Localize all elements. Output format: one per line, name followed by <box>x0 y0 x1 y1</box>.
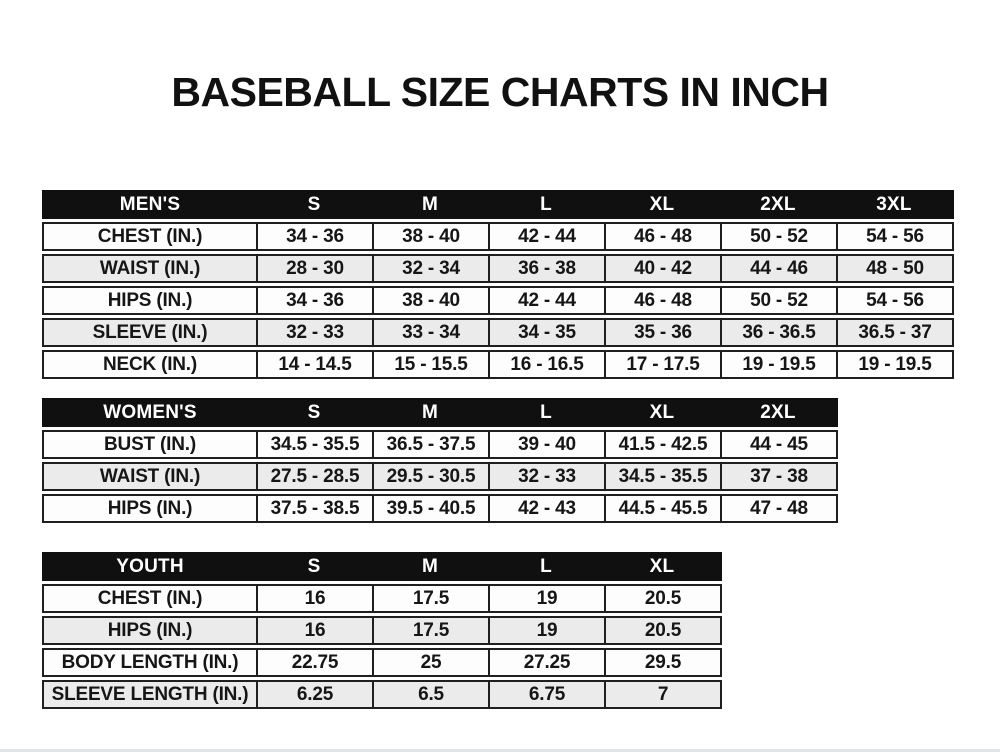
mens-size-table <box>42 190 954 379</box>
size-column-header: M <box>421 555 439 577</box>
size-value-cell: 34.5 - 35.5 <box>256 432 372 457</box>
size-value-cell: 25 <box>372 650 488 675</box>
row-label: HIPS (IN.) <box>107 289 193 311</box>
size-value-cell: 6.25 <box>256 682 372 707</box>
size-value-cell: 38 - 40 <box>372 288 488 313</box>
size-value-cell: 14 - 14.5 <box>256 352 372 377</box>
size-value-cell: 41.5 - 42.5 <box>604 432 720 457</box>
size-value-cell: 15 - 15.5 <box>372 352 488 377</box>
youth-row-body-length-in <box>42 648 722 677</box>
womens-row-waist-in <box>42 462 838 491</box>
size-column-header: 2XL <box>760 193 796 215</box>
size-value-cell: 34 - 36 <box>256 224 372 249</box>
size-value-cell: 39.5 - 40.5 <box>372 496 488 521</box>
row-label: CHEST (IN.) <box>97 587 203 609</box>
size-value-cell: 22.75 <box>256 650 372 675</box>
size-value-cell: 37.5 - 38.5 <box>256 496 372 521</box>
size-column-header: 3XL <box>876 193 912 215</box>
size-value-cell: 36.5 - 37.5 <box>372 432 488 457</box>
womens-size-table <box>42 398 838 523</box>
size-column-header: S <box>307 193 321 215</box>
size-column-header: XL <box>649 555 675 577</box>
womens-row-bust-in <box>42 430 838 459</box>
size-value-cell: 17.5 <box>372 586 488 611</box>
youth-section-label: YOUTH <box>116 555 184 577</box>
size-column-header: S <box>307 555 321 577</box>
size-column-header: L <box>540 555 552 577</box>
row-label: BUST (IN.) <box>104 433 196 455</box>
size-value-cell: 32 - 34 <box>372 256 488 281</box>
size-value-cell: 50 - 52 <box>720 288 836 313</box>
size-value-cell: 36 - 38 <box>488 256 604 281</box>
youth-row-sleeve-length-in <box>42 680 722 709</box>
row-label: WAIST (IN.) <box>99 465 201 487</box>
size-value-cell: 54 - 56 <box>836 288 952 313</box>
size-value-cell: 50 - 52 <box>720 224 836 249</box>
size-value-cell: 33 - 34 <box>372 320 488 345</box>
size-value-cell: 27.5 - 28.5 <box>256 464 372 489</box>
size-value-cell: 6.5 <box>372 682 488 707</box>
mens-section-label: MEN'S <box>119 193 181 215</box>
row-label: HIPS (IN.) <box>107 497 193 519</box>
size-value-cell: 44.5 - 45.5 <box>604 496 720 521</box>
size-value-cell: 6.75 <box>488 682 604 707</box>
mens-row-hips-in <box>42 286 954 315</box>
size-value-cell: 46 - 48 <box>604 288 720 313</box>
youth-row-hips-in <box>42 616 722 645</box>
mens-row-sleeve-in <box>42 318 954 347</box>
mens-row-waist-in <box>42 254 954 283</box>
size-value-cell: 40 - 42 <box>604 256 720 281</box>
size-value-cell: 19 - 19.5 <box>836 352 952 377</box>
size-value-cell: 32 - 33 <box>256 320 372 345</box>
size-value-cell: 16 <box>256 586 372 611</box>
size-value-cell: 19 - 19.5 <box>720 352 836 377</box>
size-column-header: M <box>421 401 439 423</box>
size-value-cell: 34 - 36 <box>256 288 372 313</box>
size-value-cell: 39 - 40 <box>488 432 604 457</box>
youth-size-table <box>42 552 722 709</box>
size-value-cell: 54 - 56 <box>836 224 952 249</box>
size-value-cell: 36.5 - 37 <box>836 320 952 345</box>
size-column-header: L <box>540 193 552 215</box>
size-value-cell: 46 - 48 <box>604 224 720 249</box>
size-value-cell: 16 - 16.5 <box>488 352 604 377</box>
size-value-cell: 42 - 44 <box>488 288 604 313</box>
row-label: SLEEVE LENGTH (IN.) <box>51 683 249 705</box>
size-value-cell: 16 <box>256 618 372 643</box>
size-value-cell: 20.5 <box>604 618 720 643</box>
size-value-cell: 19 <box>488 586 604 611</box>
size-value-cell: 32 - 33 <box>488 464 604 489</box>
size-value-cell: 42 - 43 <box>488 496 604 521</box>
row-label: WAIST (IN.) <box>99 257 201 279</box>
size-column-header: XL <box>649 193 675 215</box>
size-value-cell: 7 <box>604 682 720 707</box>
size-value-cell: 29.5 - 30.5 <box>372 464 488 489</box>
size-value-cell: 42 - 44 <box>488 224 604 249</box>
size-value-cell: 47 - 48 <box>720 496 836 521</box>
mens-row-chest-in <box>42 222 954 251</box>
row-label: HIPS (IN.) <box>107 619 193 641</box>
size-value-cell: 17 - 17.5 <box>604 352 720 377</box>
size-column-header: S <box>307 401 321 423</box>
womens-row-hips-in <box>42 494 838 523</box>
size-value-cell: 37 - 38 <box>720 464 836 489</box>
size-value-cell: 28 - 30 <box>256 256 372 281</box>
size-column-header: 2XL <box>760 401 796 423</box>
size-column-header: XL <box>649 401 675 423</box>
size-value-cell: 38 - 40 <box>372 224 488 249</box>
youth-row-chest-in <box>42 584 722 613</box>
mens-header-row <box>42 190 954 219</box>
size-value-cell: 44 - 45 <box>720 432 836 457</box>
size-value-cell: 48 - 50 <box>836 256 952 281</box>
size-value-cell: 35 - 36 <box>604 320 720 345</box>
mens-row-neck-in <box>42 350 954 379</box>
size-value-cell: 17.5 <box>372 618 488 643</box>
size-column-header: L <box>540 401 552 423</box>
row-label: BODY LENGTH (IN.) <box>61 651 239 673</box>
size-value-cell: 19 <box>488 618 604 643</box>
size-value-cell: 34.5 - 35.5 <box>604 464 720 489</box>
size-column-header: M <box>421 193 439 215</box>
size-value-cell: 29.5 <box>604 650 720 675</box>
size-value-cell: 20.5 <box>604 586 720 611</box>
row-label: SLEEVE (IN.) <box>92 321 208 343</box>
size-value-cell: 34 - 35 <box>488 320 604 345</box>
page-title: BASEBALL SIZE CHARTS IN INCH <box>171 69 829 115</box>
size-value-cell: 36 - 36.5 <box>720 320 836 345</box>
row-label: NECK (IN.) <box>102 353 198 375</box>
row-label: CHEST (IN.) <box>97 225 203 247</box>
size-value-cell: 27.25 <box>488 650 604 675</box>
size-value-cell: 44 - 46 <box>720 256 836 281</box>
youth-header-row <box>42 552 722 581</box>
womens-header-row <box>42 398 838 427</box>
womens-section-label: WOMEN'S <box>103 401 197 423</box>
